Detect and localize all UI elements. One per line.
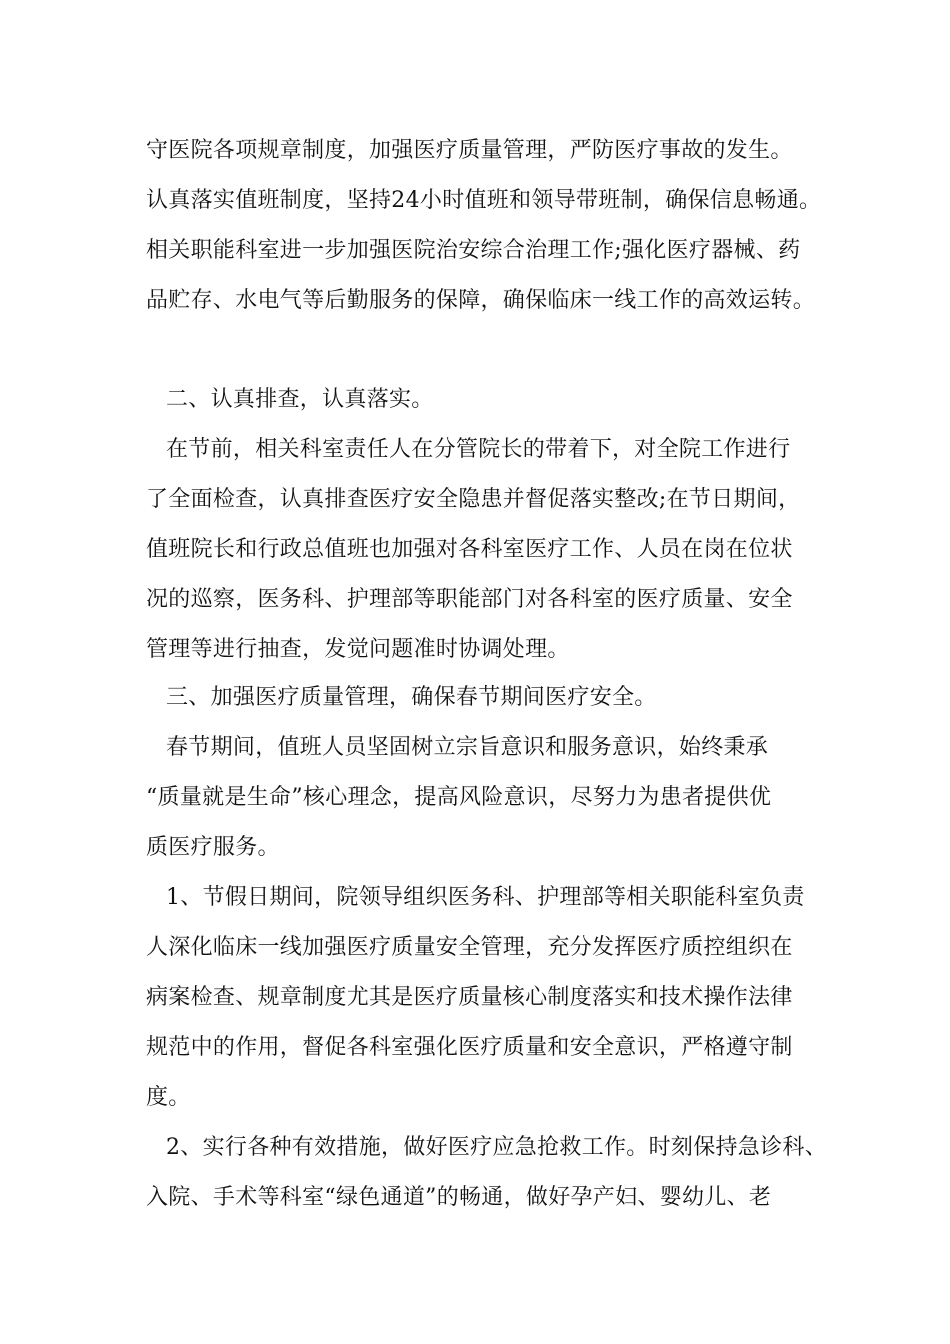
text-line: 品贮存、水电气等后勤服务的保障，确保临床一线工作的高效运转。: [146, 288, 816, 313]
text-line: 了全面检查，认真排查医疗安全隐患并督促落实整改;在节日期间，: [146, 487, 801, 512]
section-heading: 三、加强医疗质量管理，确保春节期间医疗安全。: [166, 685, 657, 710]
text-line: 人深化临床一线加强医疗质量安全管理，充分发挥医疗质控组织在: [146, 935, 793, 960]
text-line: 相关职能科室进一步加强医院治安综合治理工作;强化医疗器械、药: [146, 238, 801, 263]
text-line: 规范中的作用，督促各科室强化医疗质量和安全意识，严格遵守制: [146, 1035, 793, 1060]
text-line: 2、实行各种有效措施，做好医疗应急抢救工作。时刻保持急诊科、: [166, 1135, 827, 1160]
text-line: 守医院各项规章制度，加强医疗质量管理，严防医疗事故的发生。: [146, 138, 793, 163]
text-line: 春节期间，值班人员坚固树立宗旨意识和服务意识，始终秉承: [166, 735, 769, 760]
text-line: 1、节假日期间，院领导组织医务科、护理部等相关职能科室负责: [166, 885, 805, 910]
text-line: 在节前，相关科室责任人在分管院长的带着下，对全院工作进行: [166, 437, 791, 462]
text-line: 病案检查、规章制度尤其是医疗质量核心制度落实和技术操作法律: [146, 985, 793, 1010]
text-line: “质量就是生命”核心理念，提高风险意识，尽努力为患者提供优: [146, 785, 772, 810]
section-heading: 二、认真排查，认真落实。: [166, 387, 434, 412]
text-line: 度。: [146, 1085, 191, 1110]
text-line: 质医疗服务。: [146, 835, 280, 860]
text-line: 认真落实值班制度，坚持24小时值班和领导带班制，确保信息畅通。: [146, 188, 822, 213]
text-line: 管理等进行抽查，发觉问题准时协调处理。: [146, 637, 570, 662]
text-line: 况的巡察，医务科、护理部等职能部门对各科室的医疗质量、安全: [146, 587, 793, 612]
text-line: 入院、手术等科室“绿色通道”的畅通，做好孕产妇、婴幼儿、老: [146, 1185, 772, 1210]
text-line: 值班院长和行政总值班也加强对各科室医疗工作、人员在岗在位状: [146, 537, 793, 562]
